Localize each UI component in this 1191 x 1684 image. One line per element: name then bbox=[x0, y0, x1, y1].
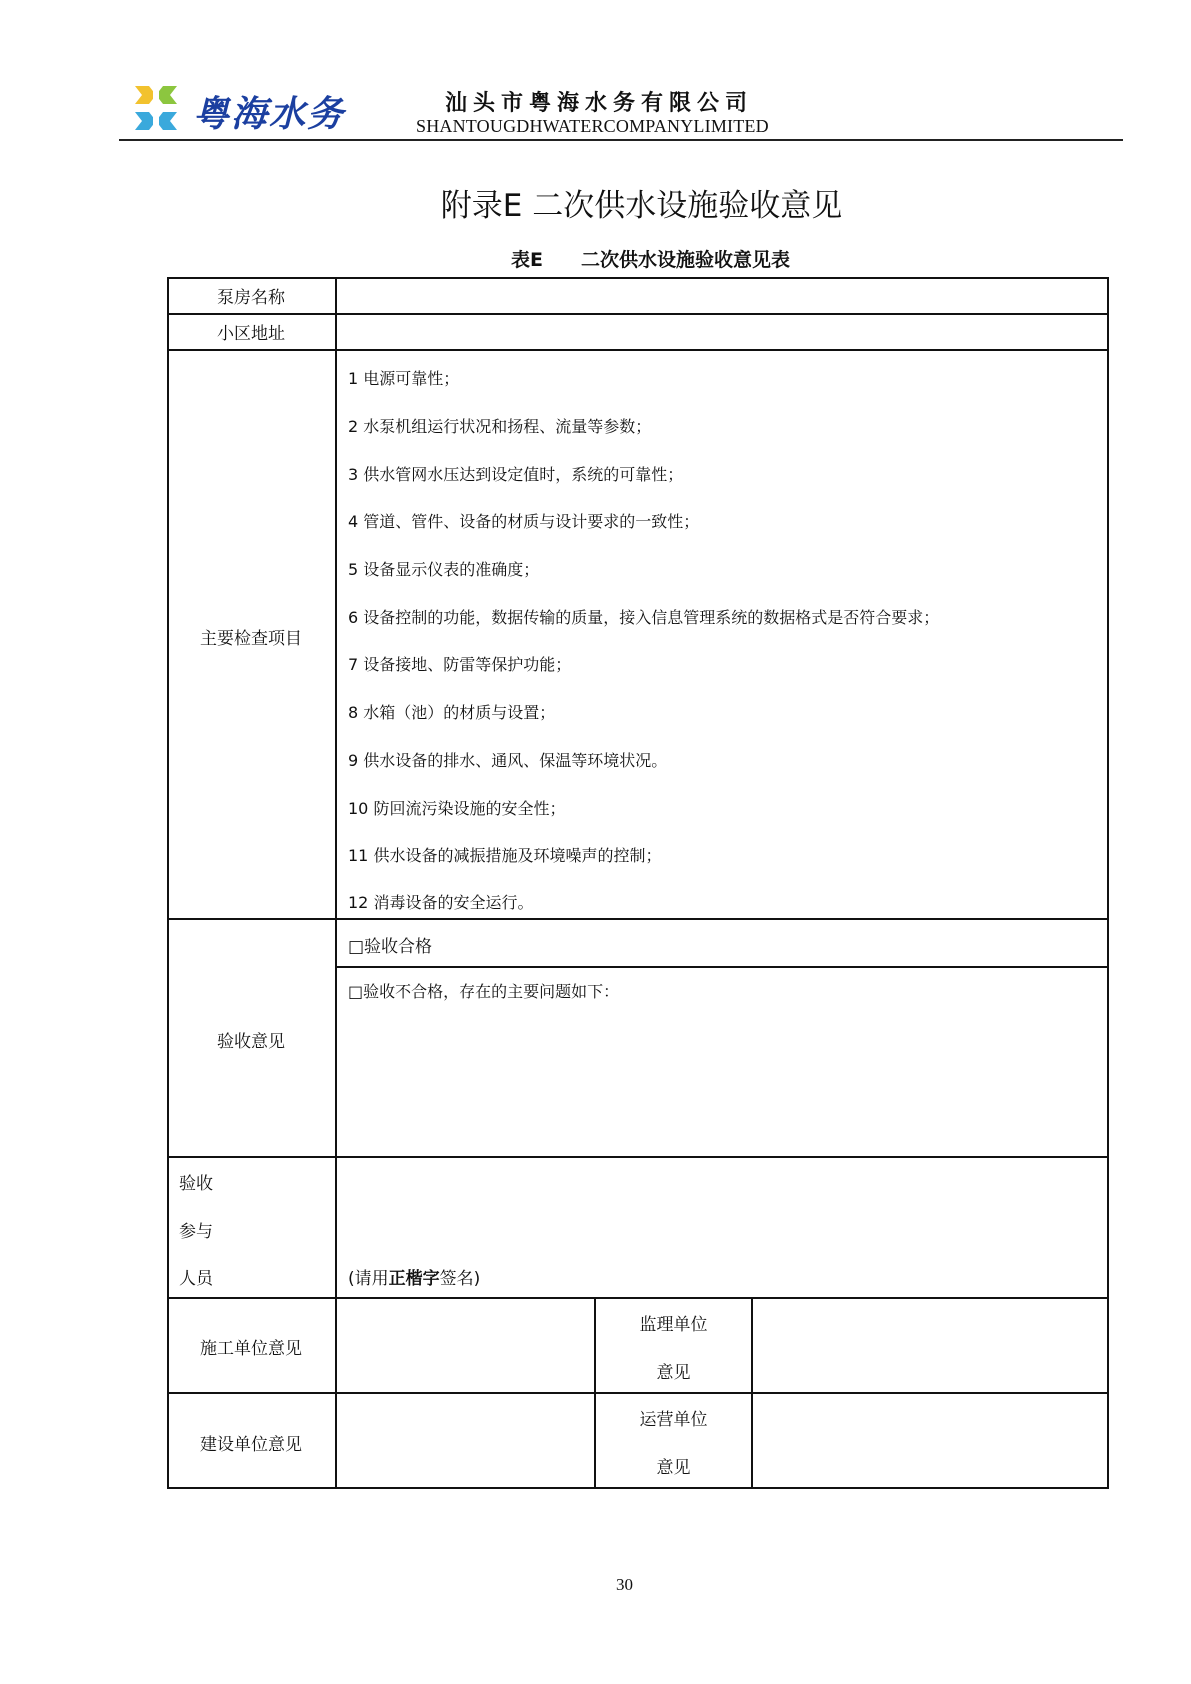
signature-field[interactable] bbox=[343, 1161, 1103, 1261]
operator-opinion-field[interactable] bbox=[753, 1394, 1107, 1487]
community-address-field[interactable] bbox=[337, 315, 1107, 349]
construction-opinion-field[interactable] bbox=[337, 1299, 594, 1392]
inspection-item: 1 电源可靠性； bbox=[348, 369, 460, 388]
construction-unit-label: 施工单位意见 bbox=[200, 1339, 302, 1359]
sign-note-bold: 正楷字 bbox=[388, 1269, 440, 1289]
inspection-item: 6 设备控制的功能，数据传输的质量，接入信息管理系统的数据格式是否符合要求； bbox=[348, 608, 940, 627]
inspection-item: 4 管道、管件、设备的材质与设计要求的一致性； bbox=[348, 512, 700, 531]
header-divider bbox=[119, 139, 1123, 141]
pump-room-name-label: 泵房名称 bbox=[217, 288, 285, 308]
supervision-unit-label-line1: 监理单位 bbox=[639, 1315, 708, 1335]
row-divider bbox=[167, 349, 1109, 351]
table-caption bbox=[0, 245, 1191, 272]
community-address-label: 小区地址 bbox=[217, 324, 285, 344]
row-divider bbox=[167, 918, 1109, 920]
logo-text: 粤海水务 bbox=[193, 93, 346, 135]
pass-checkbox[interactable]: □验收合格 bbox=[348, 937, 433, 957]
inspection-item: 11 供水设备的减振措施及环境噪声的控制； bbox=[348, 846, 662, 865]
fail-checkbox[interactable]: □验收不合格，存在的主要问题如下： bbox=[348, 982, 620, 1001]
document-title: 附录E 二次供水设施验收意见 bbox=[440, 188, 843, 224]
table-border-right bbox=[1107, 277, 1109, 1489]
sign-note-suffix: 签名) bbox=[439, 1269, 481, 1289]
inspection-item: 3 供水管网水压达到设定值时，系统的可靠性； bbox=[348, 465, 684, 484]
table-border-left bbox=[167, 277, 169, 1489]
sign-note-prefix: (请用 bbox=[348, 1269, 389, 1289]
builder-opinion-field[interactable] bbox=[337, 1394, 594, 1487]
builder-unit-label: 建设单位意见 bbox=[200, 1435, 302, 1455]
inspection-item: 12 消毒设备的安全运行。 bbox=[348, 893, 534, 912]
inspection-item: 8 水箱（池）的材质与设置； bbox=[348, 703, 556, 722]
operator-unit-label-line2: 意见 bbox=[656, 1458, 691, 1478]
inspection-item: 5 设备显示仪表的准确度； bbox=[348, 560, 540, 579]
inspection-item: 9 供水设备的排水、通风、保温等环境状况。 bbox=[348, 751, 668, 770]
company-name-en: SHANTOUGDHWATERCOMPANYLIMITED bbox=[416, 116, 769, 136]
supervision-opinion-field[interactable] bbox=[753, 1299, 1107, 1392]
pump-room-name-field[interactable] bbox=[337, 279, 1107, 313]
participants-label-line1: 验收 bbox=[179, 1174, 213, 1194]
table-name: 二次供水设施验收意见表 bbox=[580, 249, 790, 271]
table-border-bottom bbox=[167, 1487, 1109, 1489]
inspection-item: 7 设备接地、防雷等保护功能； bbox=[348, 655, 572, 674]
inspection-item: 2 水泵机组运行状况和扬程、流量等参数； bbox=[348, 417, 652, 436]
participants-label-line2: 参与 bbox=[179, 1222, 213, 1242]
table-code: 表E bbox=[511, 249, 543, 271]
participants-label-line3: 人员 bbox=[179, 1269, 213, 1289]
opinion-label: 验收意见 bbox=[217, 1032, 285, 1052]
sign-instruction bbox=[348, 1264, 480, 1289]
operator-unit-label-line1: 运营单位 bbox=[639, 1410, 708, 1430]
acceptance-form-table bbox=[167, 277, 1109, 1489]
row-divider bbox=[335, 966, 1109, 968]
row-divider bbox=[167, 1156, 1109, 1158]
issues-field[interactable] bbox=[343, 1007, 1103, 1151]
main-items-label: 主要检查项目 bbox=[200, 629, 302, 649]
supervision-unit-label-line2: 意见 bbox=[656, 1363, 691, 1383]
company-logo-icon bbox=[133, 82, 179, 134]
page-number: 30 bbox=[616, 1575, 633, 1594]
inspection-item: 10 防回流污染设施的安全性； bbox=[348, 799, 566, 818]
company-name-cn: 汕头市粤海水务有限公司 bbox=[445, 91, 754, 116]
